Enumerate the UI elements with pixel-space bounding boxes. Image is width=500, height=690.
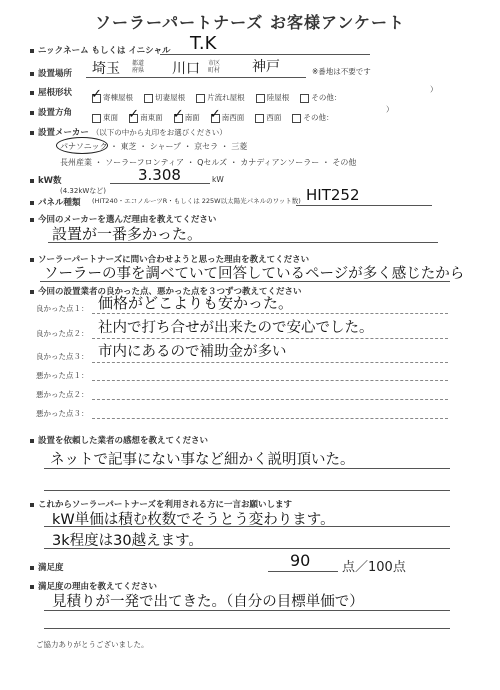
impression-answer: ネットで記事にない事など細かく説明頂いた。 bbox=[50, 452, 355, 468]
direction-option-checkbox[interactable] bbox=[129, 114, 138, 123]
location-note: ※番地は不要です bbox=[312, 67, 371, 76]
kw-unit: kW bbox=[212, 175, 224, 184]
roof-option-checkbox[interactable] bbox=[196, 94, 205, 103]
selected-maker-circle bbox=[56, 137, 108, 154]
kw-hint: (4.32kWなど) bbox=[60, 187, 107, 195]
maker-reason-label: 今回のメーカーを選んだ理由を教えてください bbox=[30, 213, 216, 225]
satisfaction-reason-answer: 見積りが一発で出てきた。（自分の目標単価で） bbox=[52, 594, 364, 610]
roof-option-checkbox[interactable] bbox=[300, 94, 309, 103]
direction-option-checkbox[interactable] bbox=[211, 114, 220, 123]
good-point-3-answer: 市内にあるので補助金が多い bbox=[98, 344, 287, 360]
direction-option-checkbox[interactable] bbox=[292, 114, 301, 123]
city-suffix: 市区町村 bbox=[208, 60, 221, 74]
town-value: 神戸 bbox=[252, 59, 280, 75]
inquiry-reason-answer: ソーラーの事を調べていて回答しているページが多く感じたから bbox=[44, 266, 465, 282]
satisfaction-suffix: 点／100点 bbox=[342, 560, 406, 575]
bad-point-3-label: 悪かった点３： bbox=[36, 409, 89, 418]
advice-label: これからソーラーパートナーズを利用される方に一言お願いします bbox=[30, 498, 292, 510]
bad-point-2-label: 悪かった点２： bbox=[36, 390, 89, 399]
panel-hint: (HIT240・エコノルーツR・もしくは 225W以太陽光パネルのワット数) bbox=[92, 197, 301, 205]
maker-label: 設置メーカー （以下の中から丸印をお選びください） bbox=[30, 126, 227, 138]
good-point-1-label: 良かった点１： bbox=[36, 304, 89, 313]
impression-label: 設置を依頼した業者の感想を教えてください bbox=[30, 434, 208, 446]
kw-label: kW数 bbox=[30, 174, 62, 186]
direction-option-checkbox[interactable] bbox=[92, 114, 101, 123]
roof-option-checkbox[interactable] bbox=[144, 94, 153, 103]
maker-reason-answer: 設置が一番多かった。 bbox=[52, 225, 203, 243]
bad-point-1-label: 悪かった点１： bbox=[36, 371, 89, 380]
good-point-1-answer: 価格がどこよりも安かった。 bbox=[98, 294, 294, 312]
satisfaction-reason-label: 満足度の理由を教えてください bbox=[30, 580, 157, 592]
page-title: ソーラーパートナーズ お客様アンケート bbox=[94, 13, 405, 32]
roof-options: ✓ 寄棟屋根 切妻屋根 片流れ屋根 陸屋根 その他： bbox=[92, 85, 347, 104]
good-point-2-answer: 社内で打ち合せが出来たので安心でした。 bbox=[98, 320, 374, 336]
inquiry-reason-label: ソーラーパートナーズに問い合わせようと思った理由を教えてください bbox=[30, 253, 309, 265]
advice-line-1: kW単価は積む枚数でそうとう変わります。 bbox=[52, 512, 335, 528]
direction-options: 東面 ✓ 南東面 ✓ 南面 ✓ 南西面 西面 その他： bbox=[92, 105, 339, 124]
nickname-label: ニックネーム もしくは イニシャル bbox=[30, 44, 171, 56]
direction-option-checkbox[interactable] bbox=[174, 114, 183, 123]
roof-option-checkbox[interactable] bbox=[92, 94, 101, 103]
advice-line-2: 3k程度は30越えます。 bbox=[52, 533, 203, 549]
roof-label: 屋根形状 bbox=[30, 86, 72, 98]
direction-label: 設置方角 bbox=[30, 106, 72, 118]
maker-row2: 長州産業 ・ ソーラーフロンティア ・ Qセルズ ・ カナディアンソーラー ・ その他 bbox=[60, 158, 357, 167]
satisfaction-label: 満足度 bbox=[30, 561, 64, 573]
footer-thanks: ご協力ありがとうございました。 bbox=[36, 640, 149, 649]
satisfaction-value: 90 bbox=[290, 551, 311, 570]
good-point-3-label: 良かった点３： bbox=[36, 352, 89, 361]
location-label: 設置場所 bbox=[30, 67, 72, 79]
prefecture-value: 埼玉 bbox=[92, 61, 120, 77]
roof-option-checkbox[interactable] bbox=[256, 94, 265, 103]
kw-value: 3.308 bbox=[138, 166, 181, 184]
points-label: 今回の設置業者の良かった点、悪かった点を３つずつ教えてください bbox=[30, 285, 302, 297]
nickname-value: T.K bbox=[190, 33, 217, 54]
maker-row1: パナソニック ・ 東芝 ・ シャープ ・ 京セラ ・ 三菱 bbox=[60, 142, 248, 151]
panel-value: HIT252 bbox=[306, 186, 360, 204]
city-value: 川口 bbox=[172, 61, 200, 77]
prefecture-suffix: 都道府県 bbox=[132, 60, 145, 74]
panel-label: パネル種類 bbox=[30, 196, 81, 208]
good-point-2-label: 良かった点２： bbox=[36, 329, 89, 338]
direction-option-checkbox[interactable] bbox=[255, 114, 264, 123]
